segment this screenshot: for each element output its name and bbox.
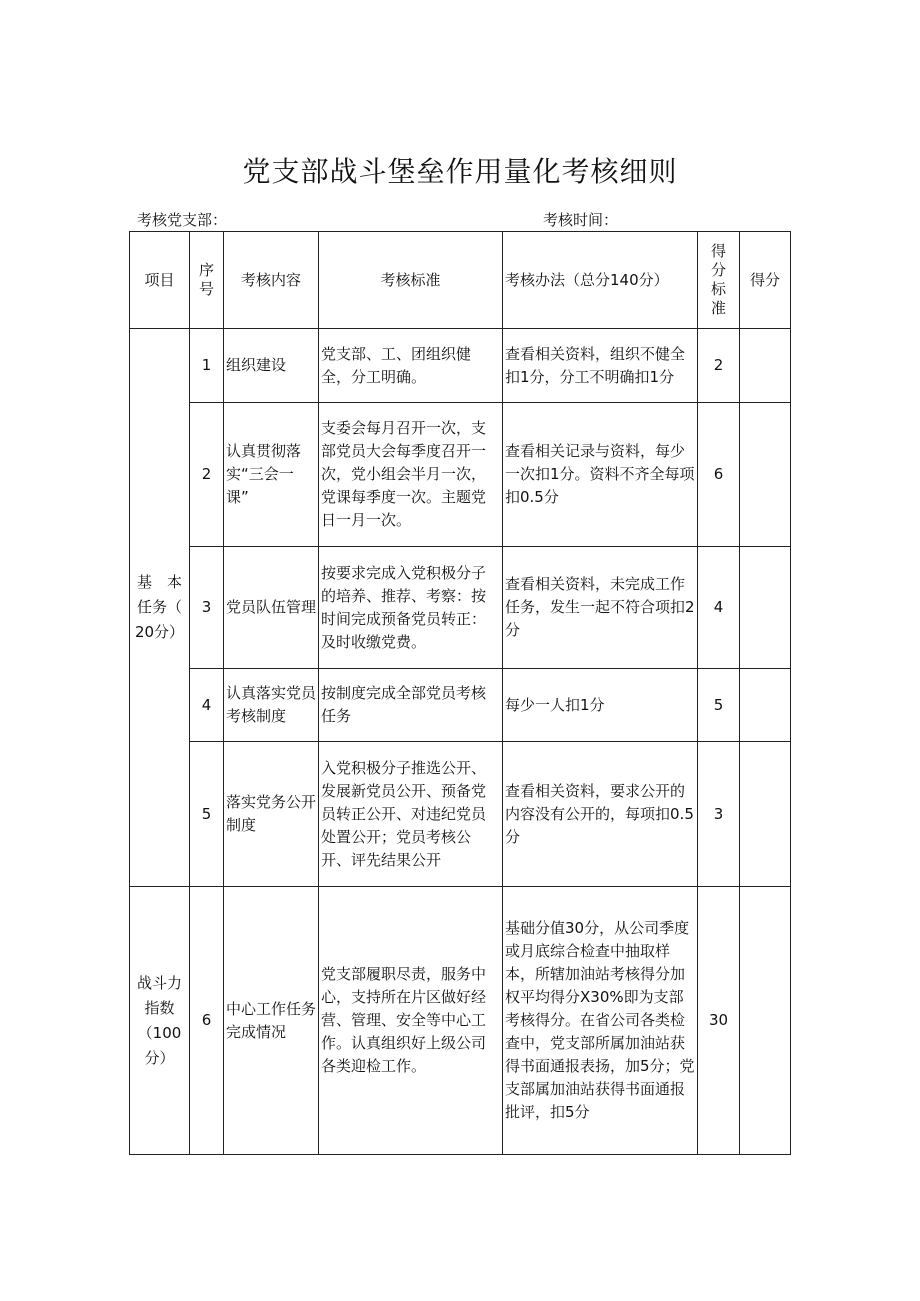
points-cell: 2 xyxy=(698,329,740,403)
method-cell: 查看相关记录与资料，每少一次扣1分。资料不齐全每项扣0.5分 xyxy=(503,403,698,547)
header-method: 考核办法（总分140分） xyxy=(503,232,698,329)
header-seq xyxy=(190,232,224,329)
score-cell[interactable] xyxy=(740,742,791,887)
header-row xyxy=(130,232,791,329)
category-line: 指数 xyxy=(144,998,175,1017)
page-title: 党支部战斗堡垒作用量化考核细则 xyxy=(242,155,678,188)
table-row xyxy=(130,329,791,403)
header-seq-line1: 序 xyxy=(198,261,214,279)
header-score-standard-line1: 得 xyxy=(710,242,726,260)
time-label: 考核时间： xyxy=(543,211,619,229)
content-cell: 党员队伍管理 xyxy=(224,547,319,669)
score-cell[interactable] xyxy=(740,887,791,1155)
seq-cell: 4 xyxy=(190,669,224,742)
method-cell: 基础分值30分，从公司季度或月底综合检查中抽取样本，所辖加油站考核得分加权平均得分X30%即为支部考核得分。在省公司各类检查中，党支部所属加油站获得书面通报表扬，加5分；党支部属加油站获得书面通报批评，扣5分 xyxy=(503,887,698,1155)
category-line: 基 本 xyxy=(136,573,182,591)
standard-cell: 党支部、工、团组织健全，分工明确。 xyxy=(319,329,503,403)
seq-cell: 2 xyxy=(190,403,224,547)
standard-cell: 按要求完成入党积极分子的培养、推荐、考察：按时间完成预备党员转正：及时收缴党费。 xyxy=(319,547,503,669)
points-cell: 30 xyxy=(698,887,740,1155)
header-seq-line2: 号 xyxy=(198,280,214,298)
method-cell: 查看相关资料，组织不健全扣1分，分工不明确扣1分 xyxy=(503,329,698,403)
category-combat-index xyxy=(130,887,190,1155)
header-score-standard-line3: 标 xyxy=(710,280,726,298)
header-standard: 考核标准 xyxy=(319,232,503,329)
content-cell: 中心工作任务完成情况 xyxy=(224,887,319,1155)
category-line: 任务（ xyxy=(136,598,182,616)
score-cell[interactable] xyxy=(740,669,791,742)
header-content: 考核内容 xyxy=(224,232,319,329)
assessment-table xyxy=(129,231,791,1155)
content-cell: 认真落实党员考核制度 xyxy=(224,669,319,742)
header-category: 项目 xyxy=(130,232,190,329)
score-cell[interactable] xyxy=(740,329,791,403)
header-score-standard-line4: 准 xyxy=(710,299,726,317)
category-line: 分） xyxy=(144,1048,175,1067)
seq-cell: 1 xyxy=(190,329,224,403)
points-cell: 4 xyxy=(698,547,740,669)
standard-cell: 支委会每月召开一次，支部党员大会每季度召开一次，党小组会半月一次，党课每季度一次。主题党日一月一次。 xyxy=(319,403,503,547)
seq-cell: 3 xyxy=(190,547,224,669)
method-cell: 查看相关资料，要求公开的内容没有公开的，每项扣0.5分 xyxy=(503,742,698,887)
standard-cell: 党支部履职尽责，服务中心，支持所在片区做好经营、管理、安全等中心工作。认真组织好上级公司各类迎检工作。 xyxy=(319,887,503,1155)
seq-cell: 6 xyxy=(190,887,224,1155)
branch-label: 考核党支部： xyxy=(137,211,228,229)
content-cell: 认真贯彻落实“三会一课” xyxy=(224,403,319,547)
table-row xyxy=(130,887,791,1155)
seq-cell: 5 xyxy=(190,742,224,887)
score-cell[interactable] xyxy=(740,403,791,547)
table-row xyxy=(130,742,791,887)
content-cell: 组织建设 xyxy=(224,329,319,403)
header-score-standard xyxy=(698,232,740,329)
category-line: 20分） xyxy=(134,623,185,641)
score-cell[interactable] xyxy=(740,547,791,669)
category-line: 战斗力 xyxy=(136,973,182,992)
table-row xyxy=(130,403,791,547)
standard-cell: 入党积极分子推选公开、发展新党员公开、预备党员转正公开、对违纪党员处置公开；党员考核公开、评先结果公开 xyxy=(319,742,503,887)
points-cell: 6 xyxy=(698,403,740,547)
method-cell: 查看相关资料，未完成工作任务，发生一起不符合项扣2分 xyxy=(503,547,698,669)
header-score: 得分 xyxy=(740,232,791,329)
header-score-standard-line2: 分 xyxy=(710,261,726,279)
category-basic-tasks xyxy=(130,329,190,887)
category-line: （100 xyxy=(137,1023,182,1042)
points-cell: 5 xyxy=(698,669,740,742)
table-row xyxy=(130,547,791,669)
table-row xyxy=(130,669,791,742)
standard-cell: 按制度完成全部党员考核任务 xyxy=(319,669,503,742)
points-cell: 3 xyxy=(698,742,740,887)
method-cell: 每少一人扣1分 xyxy=(503,669,698,742)
content-cell: 落实党务公开制度 xyxy=(224,742,319,887)
